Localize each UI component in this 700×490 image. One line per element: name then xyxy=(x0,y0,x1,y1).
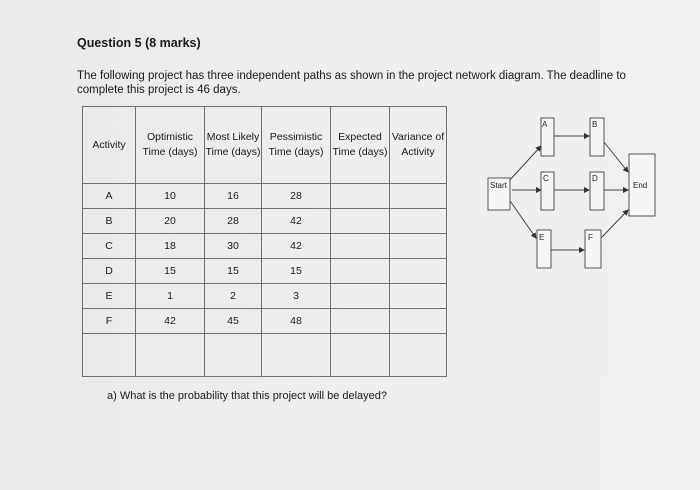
intro-text: The following project has three independent paths as shown in the project network diagram. The deadline to complete this project is 46 days. xyxy=(77,70,626,96)
header-most-likely: Most Likely Time (days) xyxy=(205,107,262,184)
blank-cell xyxy=(262,334,331,377)
cell-expected xyxy=(331,284,390,309)
node-f xyxy=(585,230,601,268)
node-c xyxy=(541,172,554,210)
cell-variance xyxy=(390,184,447,209)
cell-pessimistic: 42 xyxy=(262,234,331,259)
arrow-b-to-end xyxy=(604,142,628,172)
cell-optimistic: 42 xyxy=(136,309,205,334)
table-row-blank xyxy=(83,334,447,377)
cell-expected xyxy=(331,209,390,234)
cell-activity: C xyxy=(83,234,136,259)
cell-activity: E xyxy=(83,284,136,309)
node-b-label: B xyxy=(592,120,598,129)
node-e xyxy=(537,230,551,268)
blank-cell xyxy=(83,334,136,377)
arrow-start-to-a xyxy=(508,146,541,182)
node-e-label: E xyxy=(539,233,545,242)
table-header-row xyxy=(83,107,447,184)
cell-variance xyxy=(390,209,447,234)
project-network-diagram xyxy=(486,110,661,280)
node-a xyxy=(541,118,554,156)
table-row xyxy=(83,234,447,259)
node-f-label: F xyxy=(588,233,593,242)
blank-cell xyxy=(205,334,262,377)
cell-most-likely: 2 xyxy=(205,284,262,309)
node-end xyxy=(629,154,655,216)
node-start xyxy=(488,178,510,210)
cell-optimistic: 18 xyxy=(136,234,205,259)
cell-expected xyxy=(331,234,390,259)
blank-cell xyxy=(390,334,447,377)
table-row xyxy=(83,284,447,309)
cell-optimistic: 20 xyxy=(136,209,205,234)
cell-variance xyxy=(390,234,447,259)
cell-optimistic: 10 xyxy=(136,184,205,209)
cell-expected xyxy=(331,259,390,284)
node-d xyxy=(590,172,604,210)
cell-activity: F xyxy=(83,309,136,334)
arrow-f-to-end xyxy=(601,210,628,238)
node-end-label: End xyxy=(633,181,648,190)
cell-variance xyxy=(390,284,447,309)
blank-cell xyxy=(136,334,205,377)
cell-most-likely: 16 xyxy=(205,184,262,209)
header-expected: Expected Time (days) xyxy=(331,107,390,184)
question-a: a) What is the probability that this project will be delayed? xyxy=(107,390,388,402)
header-activity: Activity xyxy=(83,107,136,184)
cell-expected xyxy=(331,309,390,334)
table-row xyxy=(83,184,447,209)
header-optimistic: Optimistic Time (days) xyxy=(136,107,205,184)
cell-activity: A xyxy=(83,184,136,209)
cell-optimistic: 1 xyxy=(136,284,205,309)
cell-pessimistic: 15 xyxy=(262,259,331,284)
table-row xyxy=(83,259,447,284)
question-title: Question 5 (8 marks) xyxy=(77,36,201,50)
cell-activity: D xyxy=(83,259,136,284)
cell-pessimistic: 28 xyxy=(262,184,331,209)
cell-pessimistic: 3 xyxy=(262,284,331,309)
node-c-label: C xyxy=(543,174,549,183)
cell-variance xyxy=(390,259,447,284)
node-b xyxy=(590,118,604,156)
activity-table xyxy=(82,106,447,377)
cell-pessimistic: 42 xyxy=(262,209,331,234)
cell-most-likely: 28 xyxy=(205,209,262,234)
cell-most-likely: 30 xyxy=(205,234,262,259)
cell-most-likely: 45 xyxy=(205,309,262,334)
header-pessimistic: Pessimistic Time (days) xyxy=(262,107,331,184)
cell-most-likely: 15 xyxy=(205,259,262,284)
arrow-start-to-e xyxy=(508,198,536,238)
table-row xyxy=(83,209,447,234)
cell-variance xyxy=(390,309,447,334)
node-start-label: Start xyxy=(490,181,507,190)
cell-expected xyxy=(331,184,390,209)
table-row xyxy=(83,309,447,334)
cell-activity: B xyxy=(83,209,136,234)
cell-optimistic: 15 xyxy=(136,259,205,284)
header-variance: Variance of Activity xyxy=(390,107,447,184)
blank-cell xyxy=(331,334,390,377)
cell-pessimistic: 48 xyxy=(262,309,331,334)
node-a-label: A xyxy=(542,120,548,129)
node-d-label: D xyxy=(592,174,598,183)
